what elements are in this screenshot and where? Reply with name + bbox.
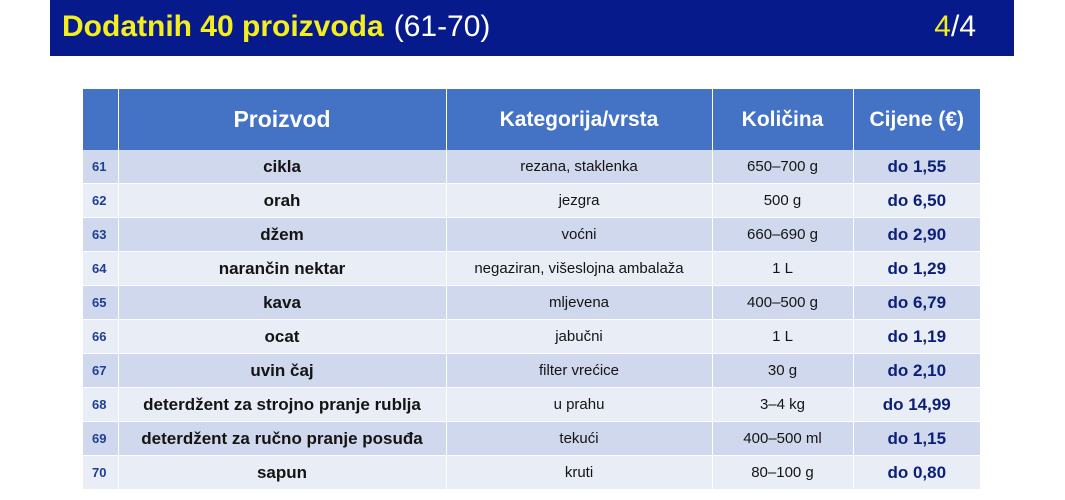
product-price: do 1,29: [853, 252, 980, 286]
product-price: do 6,50: [853, 184, 980, 218]
table-row: [83, 218, 980, 252]
product-price: do 14,99: [853, 388, 980, 422]
product-price: do 2,90: [853, 218, 980, 252]
product-quantity: 1 L: [712, 252, 853, 286]
product-category: mljevena: [446, 286, 712, 320]
row-number: 69: [83, 422, 118, 456]
product-price: do 1,19: [853, 320, 980, 354]
product-price: do 6,79: [853, 286, 980, 320]
column-header-price: Cijene (€): [853, 89, 980, 150]
product-name: džem: [118, 218, 446, 252]
column-header-category: Kategorija/vrsta: [446, 89, 712, 150]
table-row: [83, 150, 980, 184]
row-number: 61: [83, 150, 118, 184]
product-name: ocat: [118, 320, 446, 354]
product-name: uvin čaj: [118, 354, 446, 388]
product-name: deterdžent za ručno pranje posuđa: [118, 422, 446, 456]
product-category: negaziran, višeslojna ambalaža: [446, 252, 712, 286]
row-number: 62: [83, 184, 118, 218]
column-header-product: Proizvod: [118, 89, 446, 150]
product-quantity: 400–500 g: [712, 286, 853, 320]
row-number: 64: [83, 252, 118, 286]
product-price: do 1,55: [853, 150, 980, 184]
product-category: filter vrećice: [446, 354, 712, 388]
table-row: [83, 184, 980, 218]
page-total: 4: [959, 10, 976, 43]
table-row: [83, 286, 980, 320]
row-number: 70: [83, 456, 118, 490]
product-category: jezgra: [446, 184, 712, 218]
column-header-number: [83, 89, 118, 150]
page-current: 4: [934, 10, 951, 43]
table-row: [83, 354, 980, 388]
row-number: 66: [83, 320, 118, 354]
table-row: [83, 388, 980, 422]
table-row: [83, 320, 980, 354]
page-separator: /: [950, 10, 960, 43]
slide-header: [50, 0, 1014, 56]
title-range: (61-70): [393, 10, 491, 43]
row-number: 67: [83, 354, 118, 388]
table-row: [83, 456, 980, 490]
product-name: narančin nektar: [118, 252, 446, 286]
product-category: jabučni: [446, 320, 712, 354]
product-category: rezana, staklenka: [446, 150, 712, 184]
product-category: u prahu: [446, 388, 712, 422]
row-number: 68: [83, 388, 118, 422]
table-header-row: [83, 89, 980, 150]
slide-title: [62, 9, 490, 45]
product-quantity: 1 L: [712, 320, 853, 354]
product-quantity: 3–4 kg: [712, 388, 853, 422]
row-number: 63: [83, 218, 118, 252]
product-name: orah: [118, 184, 446, 218]
title-main: Dodatnih 40 proizvoda: [62, 10, 384, 43]
products-table: [83, 89, 980, 490]
column-header-quantity: Količina: [712, 89, 853, 150]
row-number: 65: [83, 286, 118, 320]
table-row: [83, 252, 980, 286]
product-name: deterdžent za strojno pranje rublja: [118, 388, 446, 422]
product-quantity: 500 g: [712, 184, 853, 218]
page-indicator: [934, 9, 976, 45]
product-category: voćni: [446, 218, 712, 252]
product-quantity: 650–700 g: [712, 150, 853, 184]
product-quantity: 30 g: [712, 354, 853, 388]
table-row: [83, 422, 980, 456]
product-category: kruti: [446, 456, 712, 490]
product-name: sapun: [118, 456, 446, 490]
product-quantity: 400–500 ml: [712, 422, 853, 456]
product-price: do 1,15: [853, 422, 980, 456]
product-price: do 0,80: [853, 456, 980, 490]
product-quantity: 660–690 g: [712, 218, 853, 252]
product-category: tekući: [446, 422, 712, 456]
product-price: do 2,10: [853, 354, 980, 388]
product-name: cikla: [118, 150, 446, 184]
product-quantity: 80–100 g: [712, 456, 853, 490]
product-name: kava: [118, 286, 446, 320]
